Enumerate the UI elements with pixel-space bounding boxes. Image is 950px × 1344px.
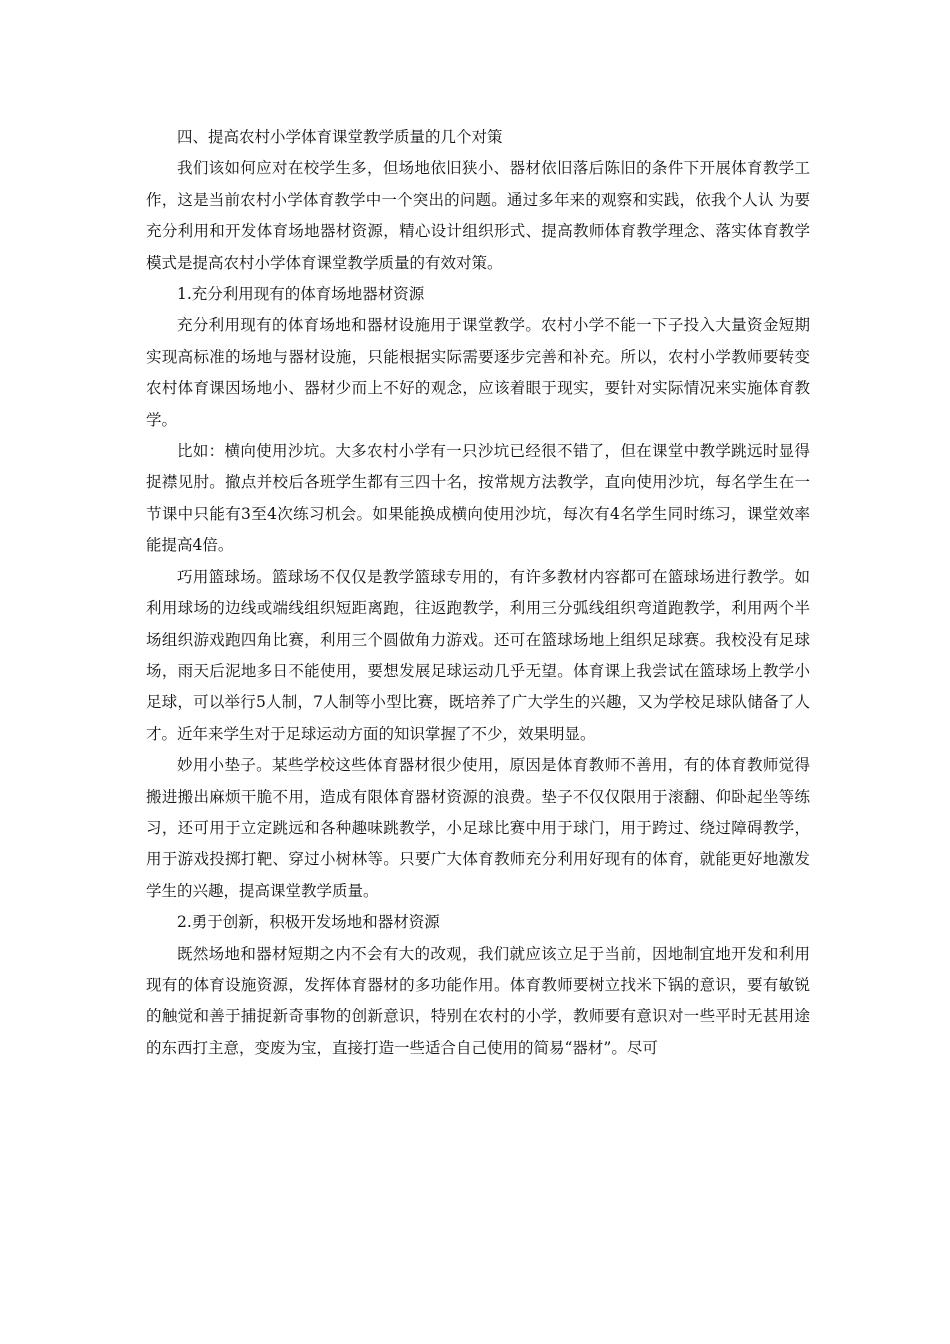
body-paragraph: 我们该如何应对在校学生多，但场地依旧狭小、器材依旧落后陈旧的条件下开展体育教学工作，这是当前农村小学体育教学中一个突出的问题。通过多年来的观察和实践，依我个人认 为要充分利用和开发体育场地器材资源，精心设计组织形式、提高教师体育教学理念、落实体育教学模式是提高农村小学体育课堂教学质量的有效对策。 [146, 159, 810, 272]
body-paragraph: 比如：横向使用沙坑。大多农村小学有一只沙坑已经很不错了，但在课堂中教学跳远时显得捉襟见肘。撤点并校后各班学生都有三四十名，按常规方法教学，直向使用沙坑，每名学生在一节课中只能有3至4次练习机会。如果能换成横向使用沙坑，每次有4名学生同时练习，课堂效率能提高4倍。 [146, 442, 810, 555]
subsection-heading: 2.勇于创新，积极开发场地和器材资源 [177, 913, 440, 932]
body-paragraph: 妙用小垫子。某些学校这些体育器材很少使用，原因是体育教师不善用，有的体育教师觉得搬进搬出麻烦干脆不用，造成有限体育器材资源的浪费。垫子不仅仅限用于滚翻、仰卧起坐等练习，还可用于立定跳远和各种趣味跳教学，小足球比赛中用于球门，用于跨过、绕过障碍教学，用于游戏投掷打靶、穿过小树林等。只要广大体育教师充分利用好现有的体育，就能更好地激发学生的兴趣，提高课堂教学质量。 [146, 756, 810, 900]
body-paragraph: 既然场地和器材短期之内不会有大的改观，我们就应该立足于当前，因地制宜地开发和利用现有的体育设施资源，发挥体育器材的多功能作用。体育教师要树立找米下锅的意识，要有敏锐的触觉和善于捕捉新奇事物的创新意识，特别在农村的小学，教师要有意识对一些平时无甚用途的东西打主意，变废为宝，直接打造一些适合自己使用的简易“器材”。尽可 [146, 944, 810, 1057]
document-page [146, 122, 810, 1064]
body-paragraph: 巧用篮球场。篮球场不仅仅是教学篮球专用的，有许多教材内容都可在篮球场进行教学。如利用球场的边线或端线组织短距离跑，往返跑教学，利用三分弧线组织弯道跑教学，利用两个半场组织游戏跑四角比赛，利用三个圆做角力游戏。还可在篮球场地上组织足球赛。我校没有足球场，雨天后泥地多日不能使用，要想发展足球运动几乎无望。体育课上我尝试在篮球场上教学小足球，可以举行5人制，7人制等小型比赛，既培养了广大学生的兴趣，又为学校足球队储备了人才。近年来学生对于足球运动方面的知识掌握了不少，效果明显。 [146, 567, 810, 743]
subsection-heading: 1.充分利用现有的体育场地器材资源 [177, 285, 425, 304]
body-paragraph: 充分利用现有的体育场地和器材设施用于课堂教学。农村小学不能一下子投入大量资金短期实现高标准的场地与器材设施，只能根据实际需要逐步完善和补充。所以，农村小学教师要转变农村体育课因场地小、器材少而上不好的观念，应该着眼于现实，要针对实际情况来实施体育教学。 [146, 316, 810, 429]
section-heading: 四、提高农村小学体育课堂教学质量的几个对策 [177, 128, 503, 146]
